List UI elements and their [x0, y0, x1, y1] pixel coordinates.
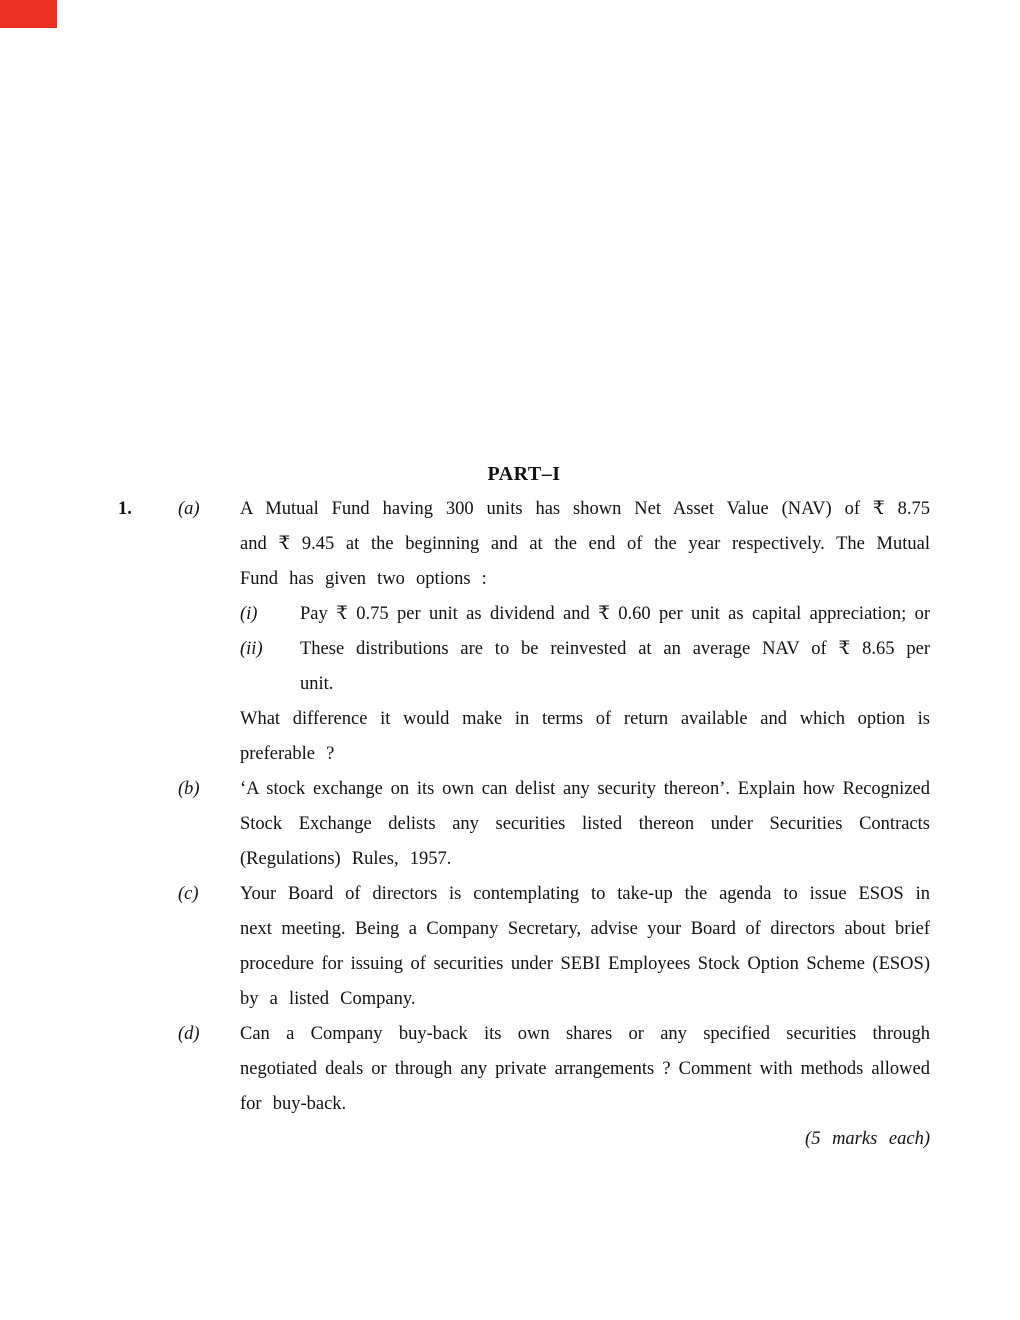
part-d-label: (d) — [178, 1024, 200, 1044]
option-ii-text — [300, 632, 930, 702]
part-c-label: (c) — [178, 884, 199, 904]
text-line: and ₹ 9.45 at the beginning and at the end of the year respectively. The Mutual — [240, 534, 930, 554]
question-1-part-b-row — [118, 772, 930, 877]
text-line: negotiated deals or through any private arrangements ? Comment with methods allowed — [240, 1059, 930, 1079]
option-i-text — [300, 597, 930, 632]
text-line: unit. — [300, 674, 334, 694]
text-line: procedure for issuing of securities under SEBI Employees Stock Option Scheme (ESOS) — [240, 954, 930, 974]
part-d-text — [240, 1017, 930, 1122]
text-line: preferable ? — [240, 744, 335, 764]
text-line: What difference it would make in terms of return available and which option is — [240, 709, 930, 729]
part-b-label: (b) — [178, 779, 200, 799]
option-i-row — [240, 597, 930, 632]
marks-note: (5 marks each) — [805, 1129, 930, 1149]
text-line: Stock Exchange delists any securities listed thereon under Securities Contracts — [240, 814, 930, 834]
part-heading: PART–I — [487, 463, 561, 485]
question-1-part-d-row — [118, 1017, 930, 1122]
part-a-body — [240, 492, 930, 772]
option-i-label: (i) — [240, 604, 258, 624]
text-line: next meeting. Being a Company Secretary, advise your Board of directors about brief — [240, 919, 930, 939]
part-b-text — [240, 772, 930, 877]
part-a-label: (a) — [178, 499, 200, 519]
red-corner-marker — [0, 0, 57, 28]
text-line: by a listed Company. — [240, 989, 416, 1009]
part-c-text — [240, 877, 930, 1017]
option-ii-row — [240, 632, 930, 702]
question-1-part-c-row — [118, 877, 930, 1017]
part-a-intro-text — [240, 492, 930, 597]
text-line: (Regulations) Rules, 1957. — [240, 849, 452, 869]
question-1-part-a-row — [118, 492, 930, 772]
text-line: ‘A stock exchange on its own can delist any security thereon’. Explain how Recognized — [240, 779, 930, 799]
text-line: Pay ₹ 0.75 per unit as dividend and ₹ 0.60 per unit as capital appreciation; or — [300, 604, 930, 624]
text-line: Fund has given two options : — [240, 569, 487, 589]
option-ii-label: (ii) — [240, 639, 263, 659]
text-line: for buy-back. — [240, 1094, 347, 1114]
text-line: These distributions are to be reinvested at an average NAV of ₹ 8.65 per — [300, 639, 930, 659]
question-number: 1. — [118, 499, 132, 519]
text-line: Your Board of directors is contemplating to take-up the agenda to issue ESOS in — [240, 884, 930, 904]
text-line: Can a Company buy-back its own shares or any specified securities through — [240, 1024, 930, 1044]
part-a-question-text — [240, 702, 930, 772]
text-line: A Mutual Fund having 300 units has shown Net Asset Value (NAV) of ₹ 8.75 — [240, 499, 930, 519]
